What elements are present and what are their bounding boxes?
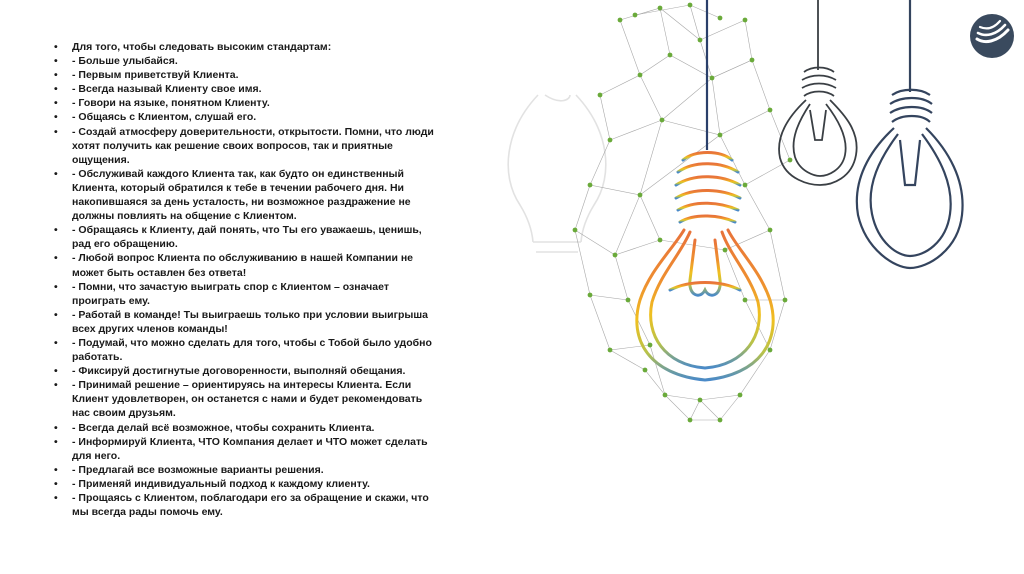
bullet-item: • - Предлагай все возможные варианты решения. — [54, 463, 434, 477]
bullet-item: • - Работай в команде! Ты выиграешь только при условии выигрыша всех других членов команды! — [54, 308, 434, 336]
bullet-item: • - Создай атмосферу доверительности, открытости. Помни, что люди хотят получить как решение своих вопросов, так и приятные ощущения. — [54, 125, 434, 167]
navy-bulb-icon — [857, 0, 963, 268]
bank-logo-icon — [968, 12, 1016, 60]
faint-bulb-icon — [508, 95, 606, 252]
bullet-list — [54, 40, 434, 519]
bullet-item: • - Прощаясь с Клиентом, поблагодари его за обращение и скажи, что мы всегда рады помочь ему. — [54, 491, 434, 519]
bullet-item: • - Больше улыбайся. — [54, 54, 434, 68]
bullet-item: • - Всегда называй Клиенту свое имя. — [54, 82, 434, 96]
bullet-item: • - Помни, что зачастую выиграть спор с Клиентом – означает проиграть ему. — [54, 280, 434, 308]
bullet-item: • - Фиксируй достигнутые договоренности, выполняй обещания. — [54, 364, 434, 378]
bullet-item: • - Подумай, что можно сделать для того, чтобы с Тобой было удобно работать. — [54, 336, 434, 364]
bullet-item: • Для того, чтобы следовать высоким стандартам: — [54, 40, 434, 54]
bullet-item: • - Говори на языке, понятном Клиенту. — [54, 96, 434, 110]
bullet-item: • - Общаясь с Клиентом, слушай его. — [54, 110, 434, 124]
dark-bulb-icon — [779, 0, 857, 185]
bullet-item: • - Обслуживай каждого Клиента так, как будто он единственный Клиента, который обратился к тебе в течении рабочего дня. Ни накопившаяся за день усталость, ни возможное раздражение не должны повлиять на общение с Клиентом. — [54, 167, 434, 223]
bullet-item: • - Информируй Клиента, ЧТО Компания делает и ЧТО может сделать для него. — [54, 435, 434, 463]
main-bulb-icon — [637, 153, 773, 381]
bullet-item: • - Любой вопрос Клиента по обслуживанию в нашей Компании не может быть оставлен без ответа! — [54, 251, 434, 279]
network-nodes — [573, 3, 793, 423]
bullet-item: • - Применяй индивидуальный подход к каждому клиенту. — [54, 477, 434, 491]
bullet-item: • - Обращаясь к Клиенту, дай понять, что Ты его уважаешь, ценишь, рад его обращению. — [54, 223, 434, 251]
bullet-item: • - Первым приветствуй Клиента. — [54, 68, 434, 82]
lightbulbs-illustration — [490, 0, 1024, 574]
bullet-item: • - Всегда делай всё возможное, чтобы сохранить Клиента. — [54, 421, 434, 435]
bullet-item: • - Принимай решение – ориентируясь на интересы Клиента. Если Клиент удовлетворен, он останется с нами и будет рекомендовать нас своим друзьям. — [54, 378, 434, 420]
